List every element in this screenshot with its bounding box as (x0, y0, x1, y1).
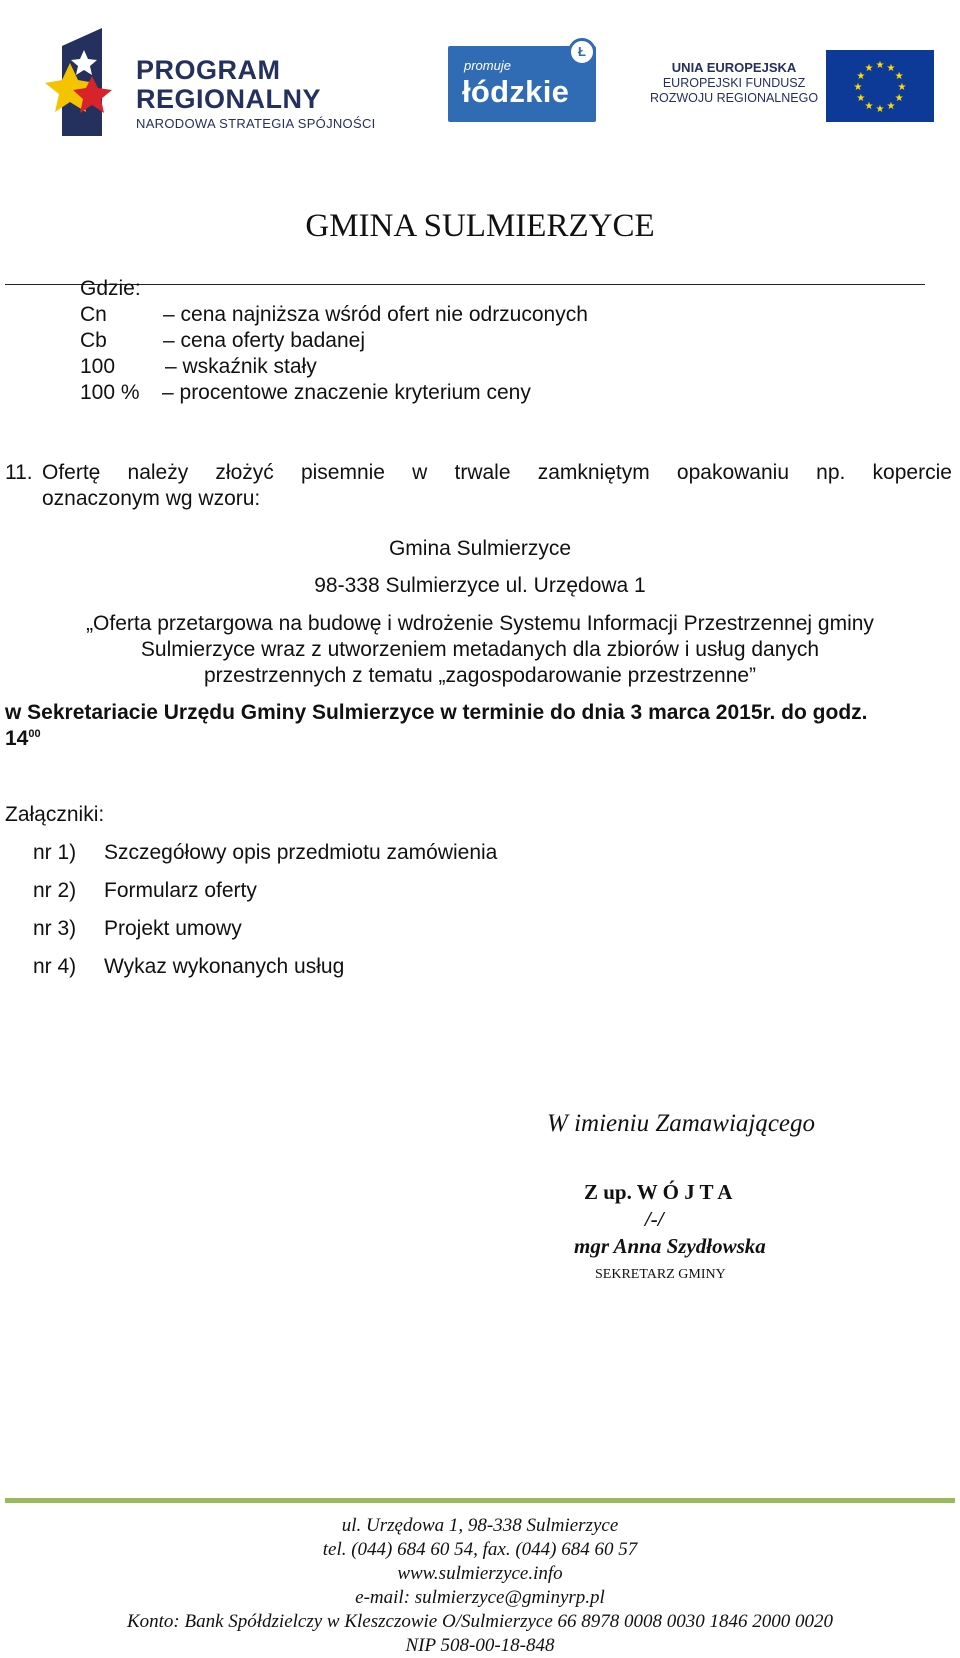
footer-email: e-mail: sulmierzyce@gminyrp.pl (355, 1587, 605, 1608)
point11-word: kopercie (872, 461, 952, 484)
lodz-badge-icon: Ł (568, 38, 596, 66)
eu-star-icon: ★ (853, 82, 863, 93)
footer-address: ul. Urzędowa 1, 98-338 Sulmierzyce (341, 1515, 619, 1536)
footer-divider (5, 1498, 955, 1503)
program-regionalny-logo (40, 28, 400, 138)
offer-title-line: przestrzennych z tematu „zagospodarowanie przestrzenne” (203, 664, 757, 687)
point11-line2: oznaczonym wg wzoru: (42, 487, 261, 510)
point11-word: zamkniętym (537, 461, 650, 484)
footer-nip: NIP 508-00-18-848 (405, 1635, 555, 1656)
legend-description: – procentowe znaczenie kryterium ceny (162, 381, 531, 404)
legend-symbol: Cb (80, 329, 107, 352)
attachment-label: Formularz oferty (104, 879, 257, 902)
legend-description: – cena oferty badanej (163, 329, 365, 352)
legend-heading: Gdzie: (80, 277, 141, 300)
signatory-role: SEKRETARZ GMINY (595, 1267, 726, 1282)
eu-star-icon: ★ (894, 71, 904, 82)
page-title: GMINA SULMIERZYCE (305, 208, 655, 244)
attachment-number: nr 2) (33, 879, 77, 902)
legend-description: – wskaźnik stały (165, 355, 317, 378)
legend-symbol: Cn (80, 303, 107, 326)
attachment-number: nr 1) (33, 841, 77, 864)
point11-word: opakowaniu (676, 461, 789, 484)
deadline-hour: $14^{00}$ (5, 727, 41, 750)
deadline-text: w Sekretariacie Urzędu Gminy Sulmierzyce w terminie do dnia 3 marca 2015r. do godz. (5, 701, 868, 724)
program-regionalny-wordmark: PROGRAM REGIONALNY (136, 55, 322, 114)
point11-word: należy (127, 461, 189, 484)
program-regionalny-emblem-icon (40, 28, 135, 138)
eu-star-icon: ★ (886, 101, 896, 113)
point11-line1 (42, 461, 952, 485)
eu-star-icon: ★ (875, 104, 885, 115)
attachments-heading: Załączniki: (5, 803, 105, 826)
legend-symbol: 100 % (80, 381, 140, 404)
signature-mark: /-/ (645, 1207, 664, 1231)
program-regionalny-subtitle: NARODOWA STRATEGIA SPÓJNOŚCI (136, 116, 376, 131)
point11-word: np. (816, 461, 846, 484)
on-behalf-text: W imieniu Zamawiającego (547, 1110, 816, 1137)
ue-logo-text: UNIA EUROPEJSKA EUROPEJSKI FUNDUSZ ROZWOJU REGIONALNEGO (650, 60, 819, 105)
footer-phone: tel. (044) 684 60 54, fax. (044) 684 60 57 (322, 1539, 638, 1560)
envelope-recipient: Gmina Sulmierzyce (388, 537, 572, 560)
attachment-label: Wykaz wykonanych usług (104, 955, 345, 978)
attachment-number: nr 4) (33, 955, 77, 978)
eu-star-icon: ★ (856, 71, 866, 82)
promuje-lodzkie-logo (448, 46, 596, 122)
attachment-label: Projekt umowy (104, 917, 242, 940)
point11-word: Ofertę (42, 461, 101, 484)
signature-authorization: Z up. W Ó J T A (584, 1180, 733, 1204)
point11-word: w (412, 461, 428, 484)
offer-title-line: „Oferta przetargowa na budowę i wdrożenie Systemu Informacji Przestrzennej gminy (86, 612, 874, 635)
attachment-label: Szczegółowy opis przedmiotu zamówienia (104, 841, 498, 864)
offer-title-line: Sulmierzyce wraz z utworzeniem metadanych dla zbiorów i usług danych (140, 638, 820, 661)
attachment-number: nr 3) (33, 917, 77, 940)
point-number: 11. (5, 461, 33, 484)
footer-bank-account: Konto: Bank Spółdzielczy w Kleszczowie O/Sulmierzyce 66 8978 0008 0030 1846 2000 0020 (126, 1611, 834, 1632)
signatory-name: mgr Anna Szydłowska (574, 1234, 766, 1258)
title-divider (5, 284, 925, 285)
lodz-logo-small-text: promuje (464, 58, 511, 73)
legend-symbol: 100 (80, 355, 116, 378)
point11-word: pisemnie (300, 461, 385, 484)
footer (0, 1514, 960, 1658)
footer-website: www.sulmierzyce.info (397, 1563, 563, 1584)
point11-word: złożyć (215, 461, 274, 484)
legend-description: – cena najniższa wśród ofert nie odrzuconych (163, 303, 588, 326)
header-logos (0, 0, 960, 150)
eu-star-icon: ★ (864, 62, 874, 74)
eu-star-icon: ★ (856, 93, 866, 104)
eu-star-icon: ★ (894, 93, 904, 104)
eu-star-icon: ★ (886, 62, 896, 74)
eu-star-icon: ★ (864, 101, 874, 113)
point11-word: trwale (454, 461, 511, 484)
eu-flag-icon (826, 50, 934, 122)
lodz-logo-wordmark: łódzkie (462, 74, 570, 109)
eu-star-icon: ★ (875, 60, 885, 71)
envelope-address: 98-338 Sulmierzyce ul. Urzędowa 1 (314, 574, 646, 597)
eu-star-icon: ★ (897, 82, 907, 93)
